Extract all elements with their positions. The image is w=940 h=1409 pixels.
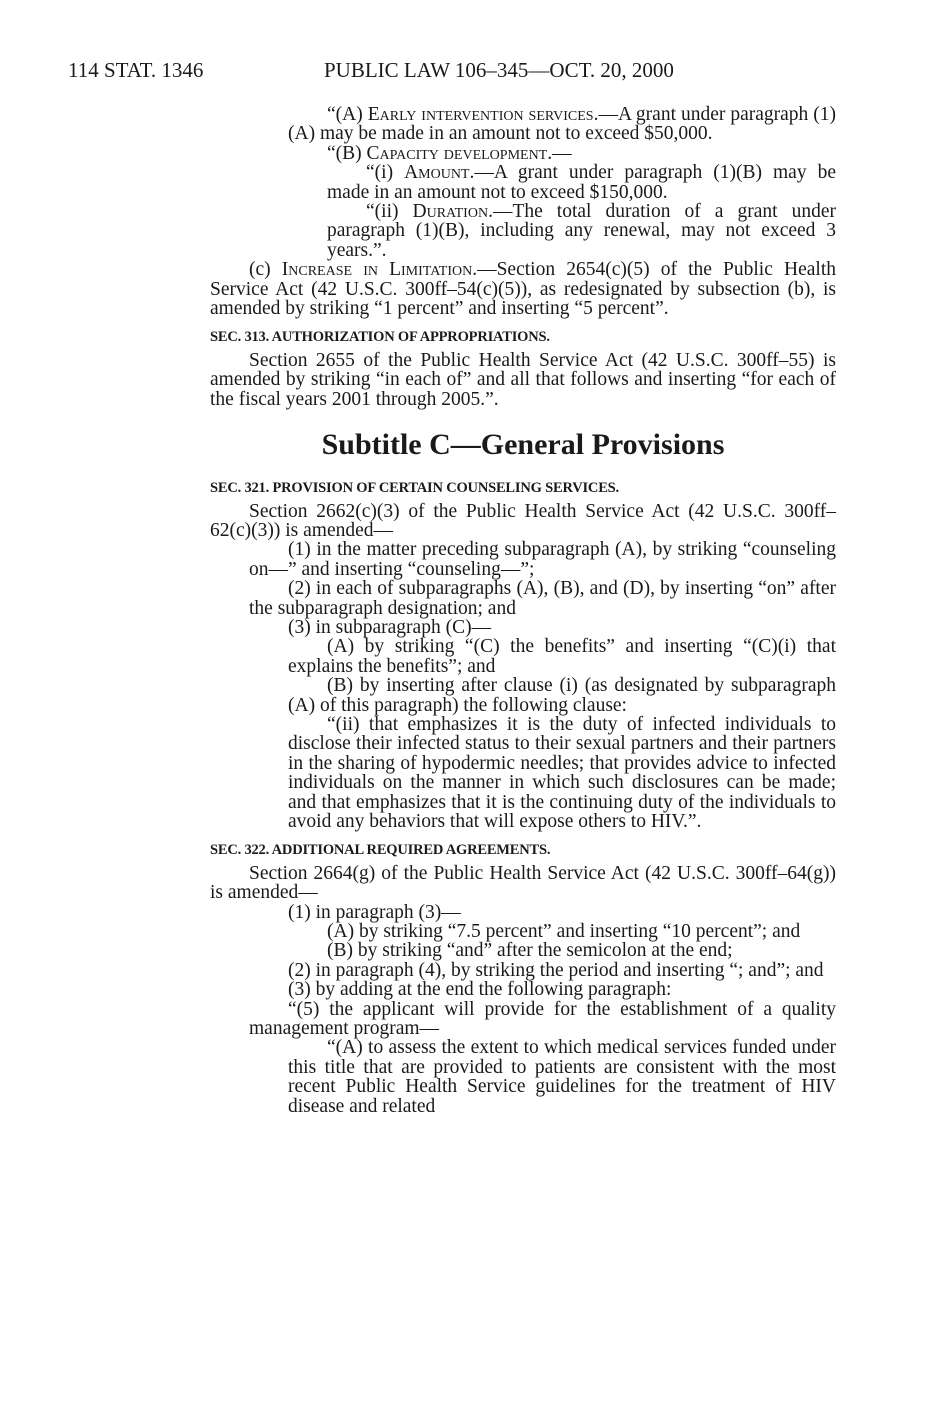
- section-321-item-1: (1) in the matter preceding subparagraph (A), by striking “counseling on—” and inserting “counseling—”;: [249, 539, 836, 580]
- subsection-increase-in-limitation: (c) Increase in Limitation.—Section 2654(c)(5) of the Public Health Service Act (42 U.S.C. 300ff–54(c)(5)), as redesignated by subsection (b), is amended by striking “1 percent” and inserting “5 percent”.: [210, 259, 836, 320]
- page-body: [210, 105, 836, 1116]
- section-322-subitem-a: (A) by striking “7.5 percent” and inserting “10 percent”; and: [327, 921, 801, 943]
- section-322-subitem-b: (B) by striking “and” after the semicolon at the end;: [327, 940, 733, 962]
- paragraph-early-intervention: “(A) Early intervention services.—A grant under paragraph (1)(A) may be made in an amount not to exceed $50,000.: [288, 104, 836, 145]
- section-322-quoted-paragraph-5: “(5) the applicant will provide for the establishment of a quality management program—: [249, 998, 836, 1040]
- section-322-quoted-subparagraph-a: “(A) to assess the extent to which medical services funded under this title that are provided to patients are consistent with the most recent Public Health Service guidelines for the treatment of HIV disease and related: [288, 1037, 836, 1117]
- section-321-item-2: (2) in each of subparagraphs (A), (B), and (D), by inserting “on” after the subparagraph designation; and: [249, 578, 836, 619]
- section-321-heading: SEC. 321. PROVISION OF CERTAIN COUNSELING SERVICES.: [210, 480, 619, 497]
- section-322-intro: Section 2664(g) of the Public Health Service Act (42 U.S.C. 300ff–64(g)) is amended—: [210, 862, 836, 904]
- section-322-heading: SEC. 322. ADDITIONAL REQUIRED AGREEMENTS.: [210, 842, 551, 859]
- section-313-heading: SEC. 313. AUTHORIZATION OF APPROPRIATIONS.: [210, 329, 550, 346]
- section-321-intro: Section 2662(c)(3) of the Public Health Service Act (42 U.S.C. 300ff–62(c)(3)) is amended—: [210, 500, 836, 541]
- section-321-item-3: (3) in subparagraph (C)—: [288, 616, 492, 638]
- clause-duration: “(ii) Duration.—The total duration of a grant under paragraph (1)(B), including any renewal, may not exceed 3 years.”.: [327, 201, 837, 261]
- subtitle-heading: Subtitle C—General Provisions: [321, 428, 725, 462]
- section-321-subitem-a: (A) by striking “(C) the benefits” and inserting “(C)(i) that explains the benefits”; and: [288, 636, 836, 677]
- section-321-subitem-b: (B) by inserting after clause (i) (as designated by subparagraph (A) of this paragraph) the following clause:: [288, 675, 836, 716]
- section-322-item-2: (2) in paragraph (4), by striking the period and inserting “; and”; and: [288, 959, 824, 981]
- section-322-item-1: (1) in paragraph (3)—: [288, 901, 461, 923]
- section-322-item-3: (3) by adding at the end the following paragraph:: [288, 979, 672, 1001]
- paragraph-capacity-development: “(B) Capacity development.—: [327, 142, 572, 164]
- running-header: [68, 58, 900, 84]
- section-321-quoted-clause: “(ii) that emphasizes it is the duty of infected individuals to disclose their infected status to their sexual partners and their partners in the sharing of hypodermic needles; that provides advice to infected individuals on the manner in which such disclosures can be made; and that emphasizes that it is the continuing duty of the individuals to avoid any behaviors that will expose others to HIV.”.: [288, 713, 836, 832]
- stat-page-number: 114 STAT. 1346: [68, 58, 204, 82]
- clause-amount: “(i) Amount.—A grant under paragraph (1)(B) may be made in an amount not to exceed $150,000.: [327, 162, 836, 203]
- section-313-text: Section 2655 of the Public Health Service Act (42 U.S.C. 300ff–55) is amended by striking “in each of” and all that follows and inserting “for each of the fiscal years 2001 through 2005.”.: [210, 349, 836, 410]
- public-law-citation: PUBLIC LAW 106–345—OCT. 20, 2000: [324, 58, 674, 82]
